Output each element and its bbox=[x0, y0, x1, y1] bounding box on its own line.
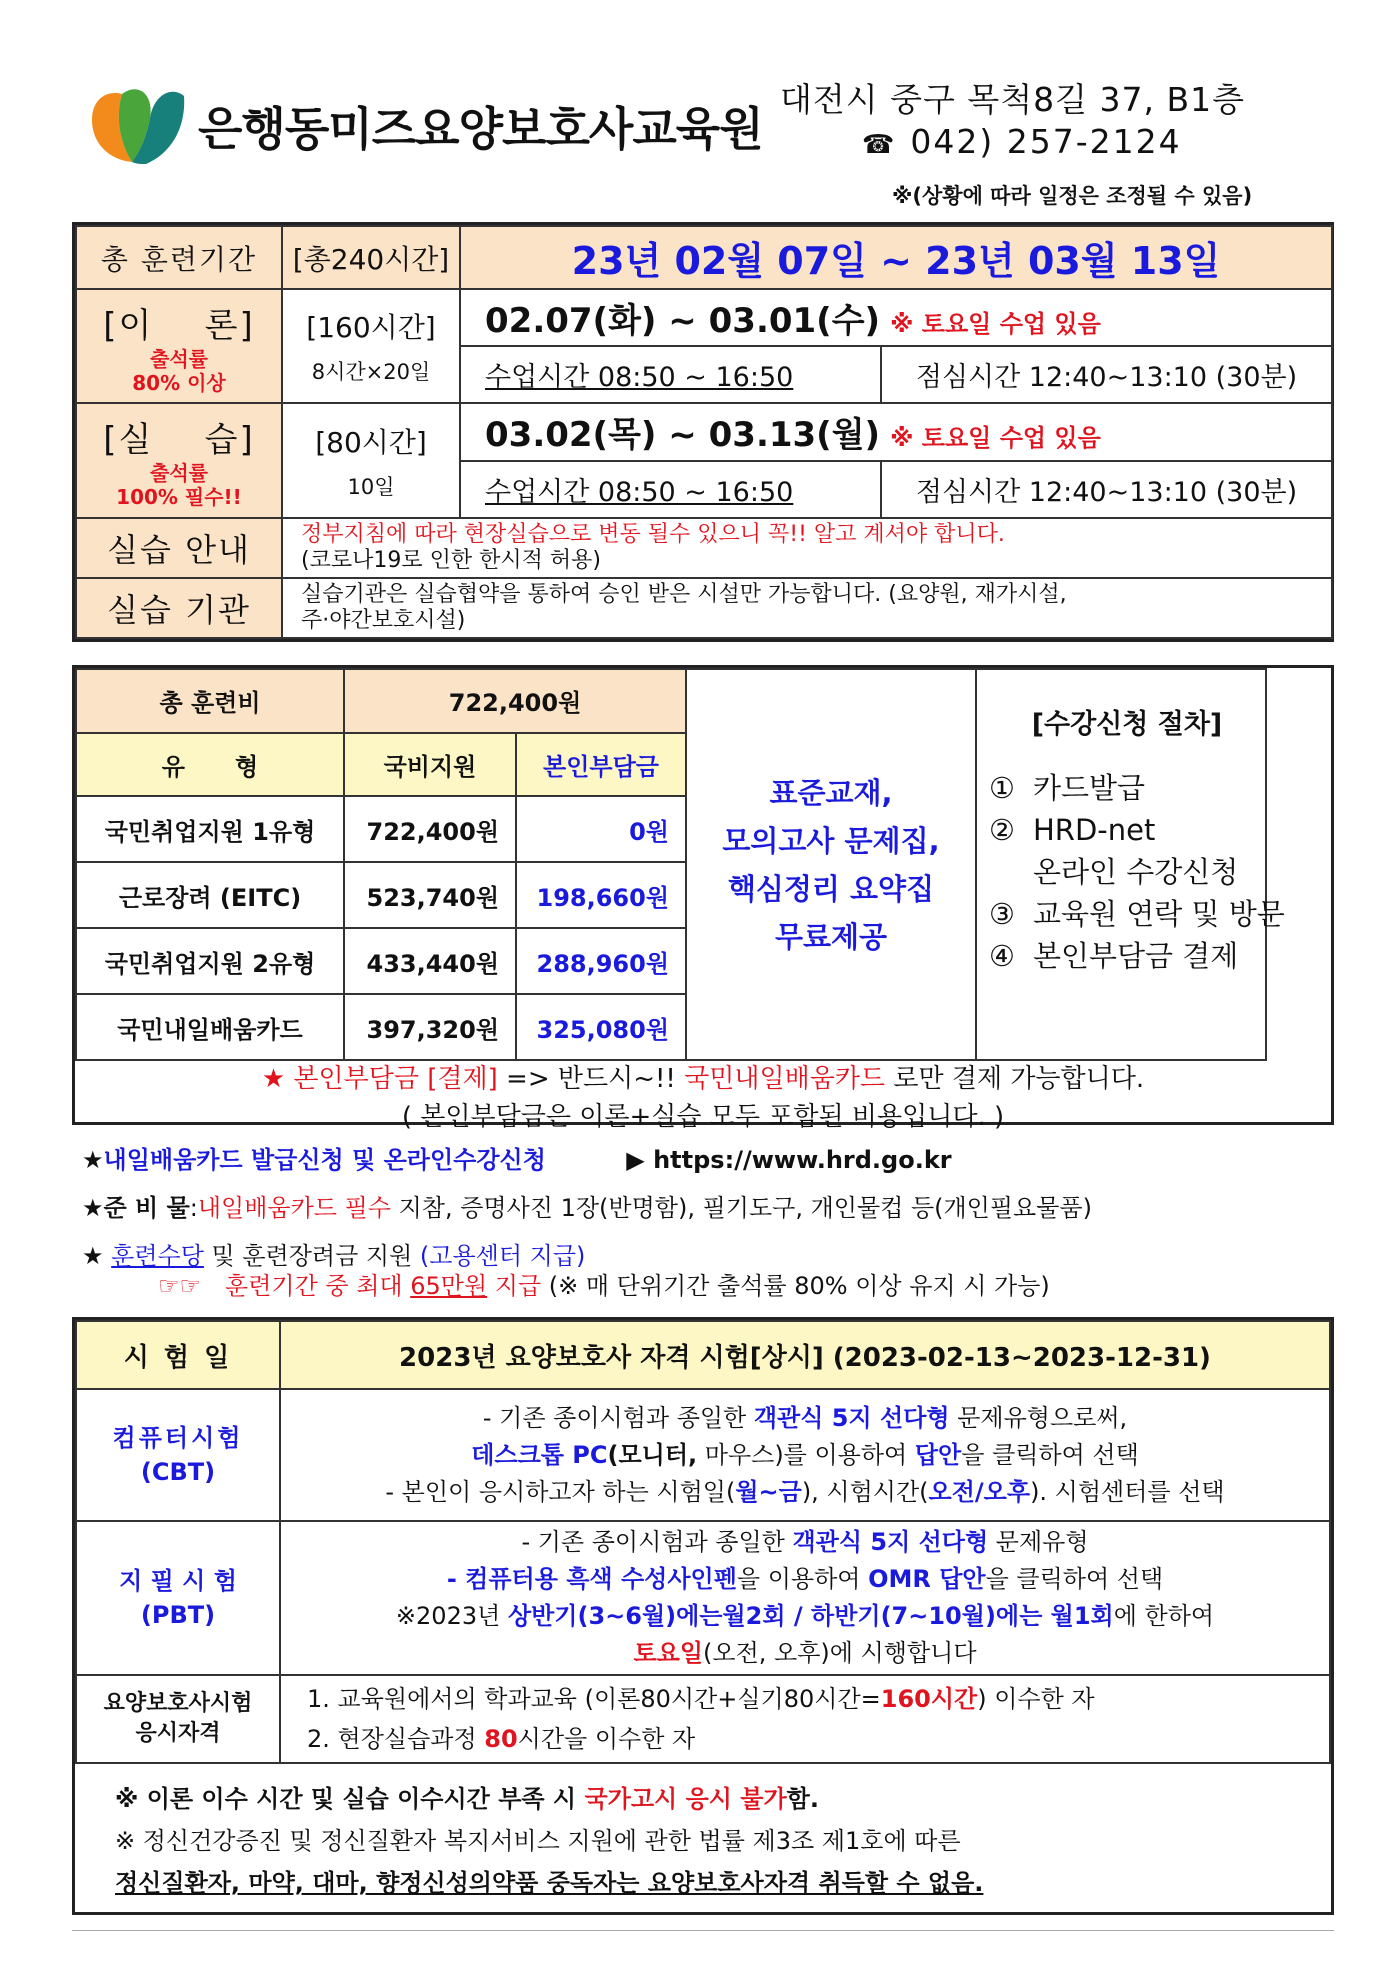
procedure-step: ③ 교육원 연락 및 방문 bbox=[989, 897, 1285, 931]
practice-guide-subtext: (코로나19로 인한 한시적 허용) bbox=[301, 547, 601, 573]
logo-leaf-icon bbox=[88, 74, 188, 166]
theory-label: [이 론] bbox=[103, 305, 255, 346]
cbt-label: 컴퓨터시험 bbox=[112, 1424, 244, 1452]
practice-guide-label: 실습 안내 bbox=[76, 518, 282, 578]
cbt-label-sub: (CBT) bbox=[140, 1458, 216, 1486]
exam-notes: ※ 이론 이수 시간 및 실습 이수시간 부족 시 국가고시 응시 불가함. ※ 정신건강증진 및 정신질환자 복지서비스 지원에 관한 법률 제3조 제1호에 따른 정신질환자, 마약, 대마, 향정신성의약품 중독자는 요양보호사자격 취득할 수 없음. bbox=[75, 1764, 1331, 1904]
theory-saturday-note: ※ 토요일 수업 있음 bbox=[890, 310, 1101, 339]
practice-lunch: 점심시간 12:40~13:10 (30분) bbox=[881, 461, 1332, 518]
theory-label-cell bbox=[76, 289, 282, 403]
star-icon: ★ bbox=[82, 1242, 104, 1270]
fee-gov: 523,740원 bbox=[344, 862, 516, 928]
col-gov-header: 국비지원 bbox=[344, 733, 516, 797]
materials-line: 무료제공 bbox=[774, 919, 888, 954]
phone-line bbox=[862, 122, 1182, 161]
practice-guide-cell bbox=[282, 518, 1332, 578]
practice-institution-subtext: 주·야간보호시설) bbox=[301, 607, 466, 633]
practice-institution-cell bbox=[282, 578, 1332, 638]
theory-class-time-cell bbox=[460, 346, 881, 403]
fee-gov: 433,440원 bbox=[344, 928, 516, 994]
fee-gov: 397,320원 bbox=[344, 994, 516, 1060]
fee-type: 국민취업지원 1유형 bbox=[76, 796, 344, 862]
star-icon: ★ bbox=[82, 1194, 104, 1222]
law-note: ※ 정신건강증진 및 정신질환자 복지서비스 지원에 관한 법률 제3조 제1호에 따른 bbox=[115, 1827, 961, 1855]
procedure-title: [수강신청 절차] bbox=[1031, 709, 1223, 740]
allowance-detail-line: ☞☞ 훈련기간 중 최대 65만원 지급 (※ 매 단위기간 출석률 80% 이상 유지 시 가능) bbox=[158, 1272, 1050, 1300]
procedure-step: ② HRD-net bbox=[989, 813, 1156, 847]
bottom-divider bbox=[72, 1930, 1334, 1931]
free-materials-cell bbox=[686, 669, 976, 1060]
fee-self: 325,080원 bbox=[516, 994, 686, 1060]
theory-dates: 02.07(화) ~ 03.01(수) bbox=[485, 301, 881, 342]
payment-note-sub: ( 본인부담금은 이론+실습 모두 포함된 비용입니다. ) bbox=[401, 1102, 1005, 1132]
total-fee-value: 722,400원 bbox=[344, 669, 686, 733]
fee-type: 국민취업지원 2유형 bbox=[76, 928, 344, 994]
fee-self: 288,960원 bbox=[516, 928, 686, 994]
cbt-description: - 기존 종이시험과 종일한 객관식 5지 선다형 문제유형으로써, 데스크톱 PC(모니터, 마우스)를 이용하여 답안을 클릭하여 선택 - 본인이 응시하고자 하는 시험일(월~금), 시험시간(오전/오후). 시험센터를 선택 bbox=[280, 1389, 1330, 1521]
fee-type: 근로장려 (EITC) bbox=[76, 862, 344, 928]
star-icon: ★ bbox=[261, 1064, 286, 1094]
practice-label-cell bbox=[76, 403, 282, 517]
allowance-line: ★ 훈련수당 및 훈련장려금 지원 (고용센터 지급) bbox=[82, 1242, 586, 1270]
theory-attendance-value: 80% 이상 bbox=[132, 370, 226, 395]
practice-institution-text: 실습기관은 실습협약을 통하여 승인 받은 시설만 가능합니다. (요양원, 재가시설, bbox=[301, 581, 1067, 607]
practice-class-time-cell bbox=[460, 461, 881, 518]
cbt-label-cell bbox=[76, 1389, 280, 1521]
disqualification-note: 정신질환자, 마약, 대마, 향정신성의약품 중독자는 요양보호사자격 취득할 수 없음. bbox=[115, 1869, 984, 1897]
theory-hours-cell bbox=[282, 289, 460, 403]
practice-hours-detail: 10일 bbox=[347, 474, 395, 499]
practice-attendance-value: 100% 필수!! bbox=[116, 485, 242, 510]
practice-dates: 03.02(목) ~ 03.13(월) bbox=[485, 415, 881, 456]
qualification-description: 1. 교육원에서의 학과교육 (이론80시간+실기80시간=160시간) 이수한 자 2. 현장실습과정 80시간을 이수한 자 bbox=[280, 1675, 1330, 1763]
schedule-notice: ※(상황에 따라 일정은 조정될 수 있음) bbox=[892, 184, 1253, 208]
fee-gov: 722,400원 bbox=[344, 796, 516, 862]
preparation-line: ★준 비 물:내일배움카드 필수 지참, 증명사진 1장(반명함), 필기도구, 개인물컵 등(개인필요물품) bbox=[82, 1194, 1092, 1222]
materials-line: 모의고사 문제집, bbox=[722, 823, 940, 858]
telephone-icon: ☎ bbox=[862, 130, 897, 160]
procedure-step: ① 카드발급 bbox=[989, 771, 1146, 805]
payment-note: ★ 본인부담금 [결제] => 반드시~!! 국민내일배움카드 로만 결제 가능합니다. ( 본인부담금은 이론+실습 모두 포함된 비용입니다. ) bbox=[75, 1060, 1331, 1136]
pointing-hand-icon: ☞☞ bbox=[158, 1272, 202, 1300]
practice-attendance-label: 출석률 bbox=[150, 461, 208, 486]
practice-hours-cell bbox=[282, 403, 460, 517]
fee-box bbox=[72, 665, 1334, 1132]
total-hours: [총240시간] bbox=[282, 226, 460, 289]
pbt-description: - 기존 종이시험과 종일한 객관식 5지 선다형 문제유형 - 컴퓨터용 흑색 수성사인펜을 이용하여 OMR 답안을 클릭하여 선택 ※2023년 상반기(3~6월)에는월2회 / 하반기(7~10월)에는 월1회에 한하여 토요일(오전, 오후)에 시행합니다 bbox=[280, 1521, 1330, 1675]
practice-hours: [80시간] bbox=[315, 425, 427, 459]
materials-line: 표준교재, bbox=[769, 775, 893, 810]
theory-class-time: 수업시간 08:50 ~ 16:50 bbox=[485, 362, 794, 394]
total-period-label: 총 훈련기간 bbox=[76, 226, 282, 289]
exam-date-value: 2023년 요양보호사 자격 시험[상시] (2023-02-13~2023-12-31) bbox=[280, 1321, 1330, 1389]
fee-self: 198,660원 bbox=[516, 862, 686, 928]
star-icon: ★ bbox=[82, 1146, 104, 1174]
theory-dates-cell bbox=[460, 289, 1332, 346]
qualification-label-sub: 응시자격 bbox=[135, 1721, 221, 1746]
practice-institution-label: 실습 기관 bbox=[76, 578, 282, 638]
arrow-right-icon: ▶ bbox=[626, 1146, 645, 1174]
phone-number: 042) 257-2124 bbox=[910, 122, 1182, 161]
practice-saturday-note: ※ 토요일 수업 있음 bbox=[890, 424, 1101, 453]
fee-type: 국민내일배움카드 bbox=[76, 994, 344, 1060]
fee-self: 0원 bbox=[516, 796, 686, 862]
schedule-box bbox=[72, 222, 1334, 642]
procedure-cell bbox=[976, 669, 1285, 1060]
practice-label: [실 습] bbox=[103, 420, 255, 461]
qualification-label-cell bbox=[76, 1675, 280, 1763]
address: 대전시 중구 목척8길 37, B1층 bbox=[780, 80, 1245, 119]
pbt-label-cell bbox=[76, 1521, 280, 1675]
total-dates: 23년 02월 07일 ~ 23년 03월 13일 bbox=[460, 226, 1332, 289]
pbt-label: 지 필 시 험 bbox=[119, 1567, 237, 1595]
theory-hours: [160시간] bbox=[306, 311, 436, 345]
fee-table bbox=[75, 668, 1285, 1061]
theory-hours-detail: 8시간×20일 bbox=[311, 360, 431, 385]
hrd-link[interactable]: https://www.hrd.go.kr bbox=[653, 1146, 952, 1174]
theory-lunch: 점심시간 12:40~13:10 (30분) bbox=[881, 346, 1332, 403]
col-self-header: 본인부담금 bbox=[516, 733, 686, 797]
exam-table bbox=[75, 1320, 1331, 1764]
exam-box bbox=[72, 1317, 1334, 1915]
total-fee-label: 총 훈련비 bbox=[76, 669, 344, 733]
theory-attendance-label: 출석률 bbox=[150, 346, 208, 371]
procedure-step: ④ 본인부담금 결제 bbox=[989, 939, 1239, 973]
org-name: 은행동미즈요양보호사교육원 bbox=[198, 102, 763, 156]
pbt-label-sub: (PBT) bbox=[140, 1601, 216, 1629]
practice-class-time: 수업시간 08:50 ~ 16:50 bbox=[485, 476, 794, 508]
header bbox=[0, 0, 1400, 215]
materials-line: 핵심정리 요약집 bbox=[727, 871, 935, 906]
practice-guide-text: 정부지침에 따라 현장실습으로 변동 될수 있으니 꼭!! 알고 계셔야 합니다. bbox=[301, 521, 1005, 547]
qualification-label: 요양보호사시험 bbox=[103, 1691, 253, 1716]
card-apply-line: ★내일배움카드 발급신청 및 온라인수강신청 ▶ https://www.hrd.go.kr bbox=[82, 1146, 952, 1174]
practice-dates-cell bbox=[460, 403, 1332, 460]
col-type-header: 유 형 bbox=[76, 733, 344, 797]
exam-date-label: 시 험 일 bbox=[76, 1321, 280, 1389]
procedure-step-continued: 온라인 수강신청 bbox=[1033, 855, 1239, 889]
